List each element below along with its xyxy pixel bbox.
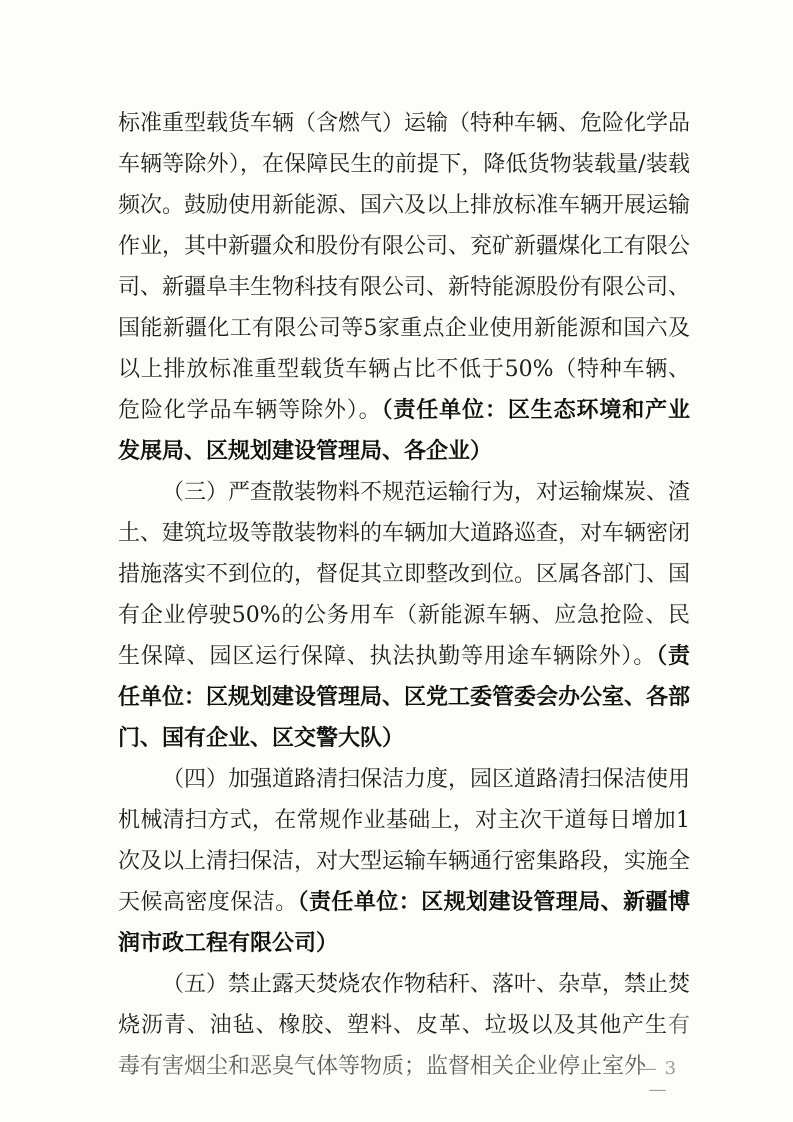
- paragraph-item-3: [118, 472, 690, 759]
- paragraph-text-faded: 有毒有害烟尘和恶臭气体等物质；监督相关企业停止室外: [118, 1013, 690, 1079]
- paragraph-text: 标准重型载货车辆（含燃气）运输（特种车辆、危险化学品车辆等除外），在保障民生的前提下，降低货物装载量/装载频次。鼓励使用新能源、国六及以上排放标准车辆开展运输作业，其中新疆众和股份有限公司、兖矿新疆煤化工有限公司、新疆阜丰生物科技有限公司、新特能源股份有限公司、国能新疆化工有限公司等5家重点企业使用新能源和国六及以上排放标准重型载货车辆占比不低于50%（特种车辆、危险化学品车辆等除外）。: [118, 111, 691, 423]
- paragraph-text: （四）加强道路清扫保洁力度，园区道路清扫保洁使用机械清扫方式，在常规作业基础上，对主次干道每日增加1次及以上清扫保洁，对大型运输车辆通行密集路段，实施全天候高密度保洁。: [118, 767, 691, 915]
- responsibility-units: （责任单位：区规划建设管理局、区党工委管委会办公室、各部门、国有企业、区交警大队）: [118, 644, 691, 751]
- paragraph-continuation: [118, 103, 690, 472]
- page-number: — 3 —: [638, 1058, 678, 1100]
- responsibility-units: （责任单位：区规划建设管理局、新疆博润市政工程有限公司）: [118, 890, 690, 956]
- responsibility-units: （责任单位：区生态环境和产业发展局、区规划建设管理局、各企业）: [118, 398, 690, 464]
- paragraph-text: （五）禁止露天焚烧农作物秸秆、落叶、杂草，禁止焚烧沥青、油毡、橡胶、塑料、皮革、垃圾以及其他产生: [118, 972, 691, 1038]
- document-body: [118, 103, 690, 1087]
- paragraph-item-5: [118, 964, 690, 1087]
- paragraph-text: （三）严查散装物料不规范运输行为，对运输煤炭、渣土、建筑垃圾等散装物料的车辆加大道路巡查，对车辆密闭措施落实不到位的，督促其立即整改到位。区属各部门、国有企业停驶50%的公务用车（新能源车辆、应急抢险、民生保障、园区运行保障、执法执勤等用途车辆除外）。: [118, 480, 691, 669]
- paragraph-item-4: [118, 759, 690, 964]
